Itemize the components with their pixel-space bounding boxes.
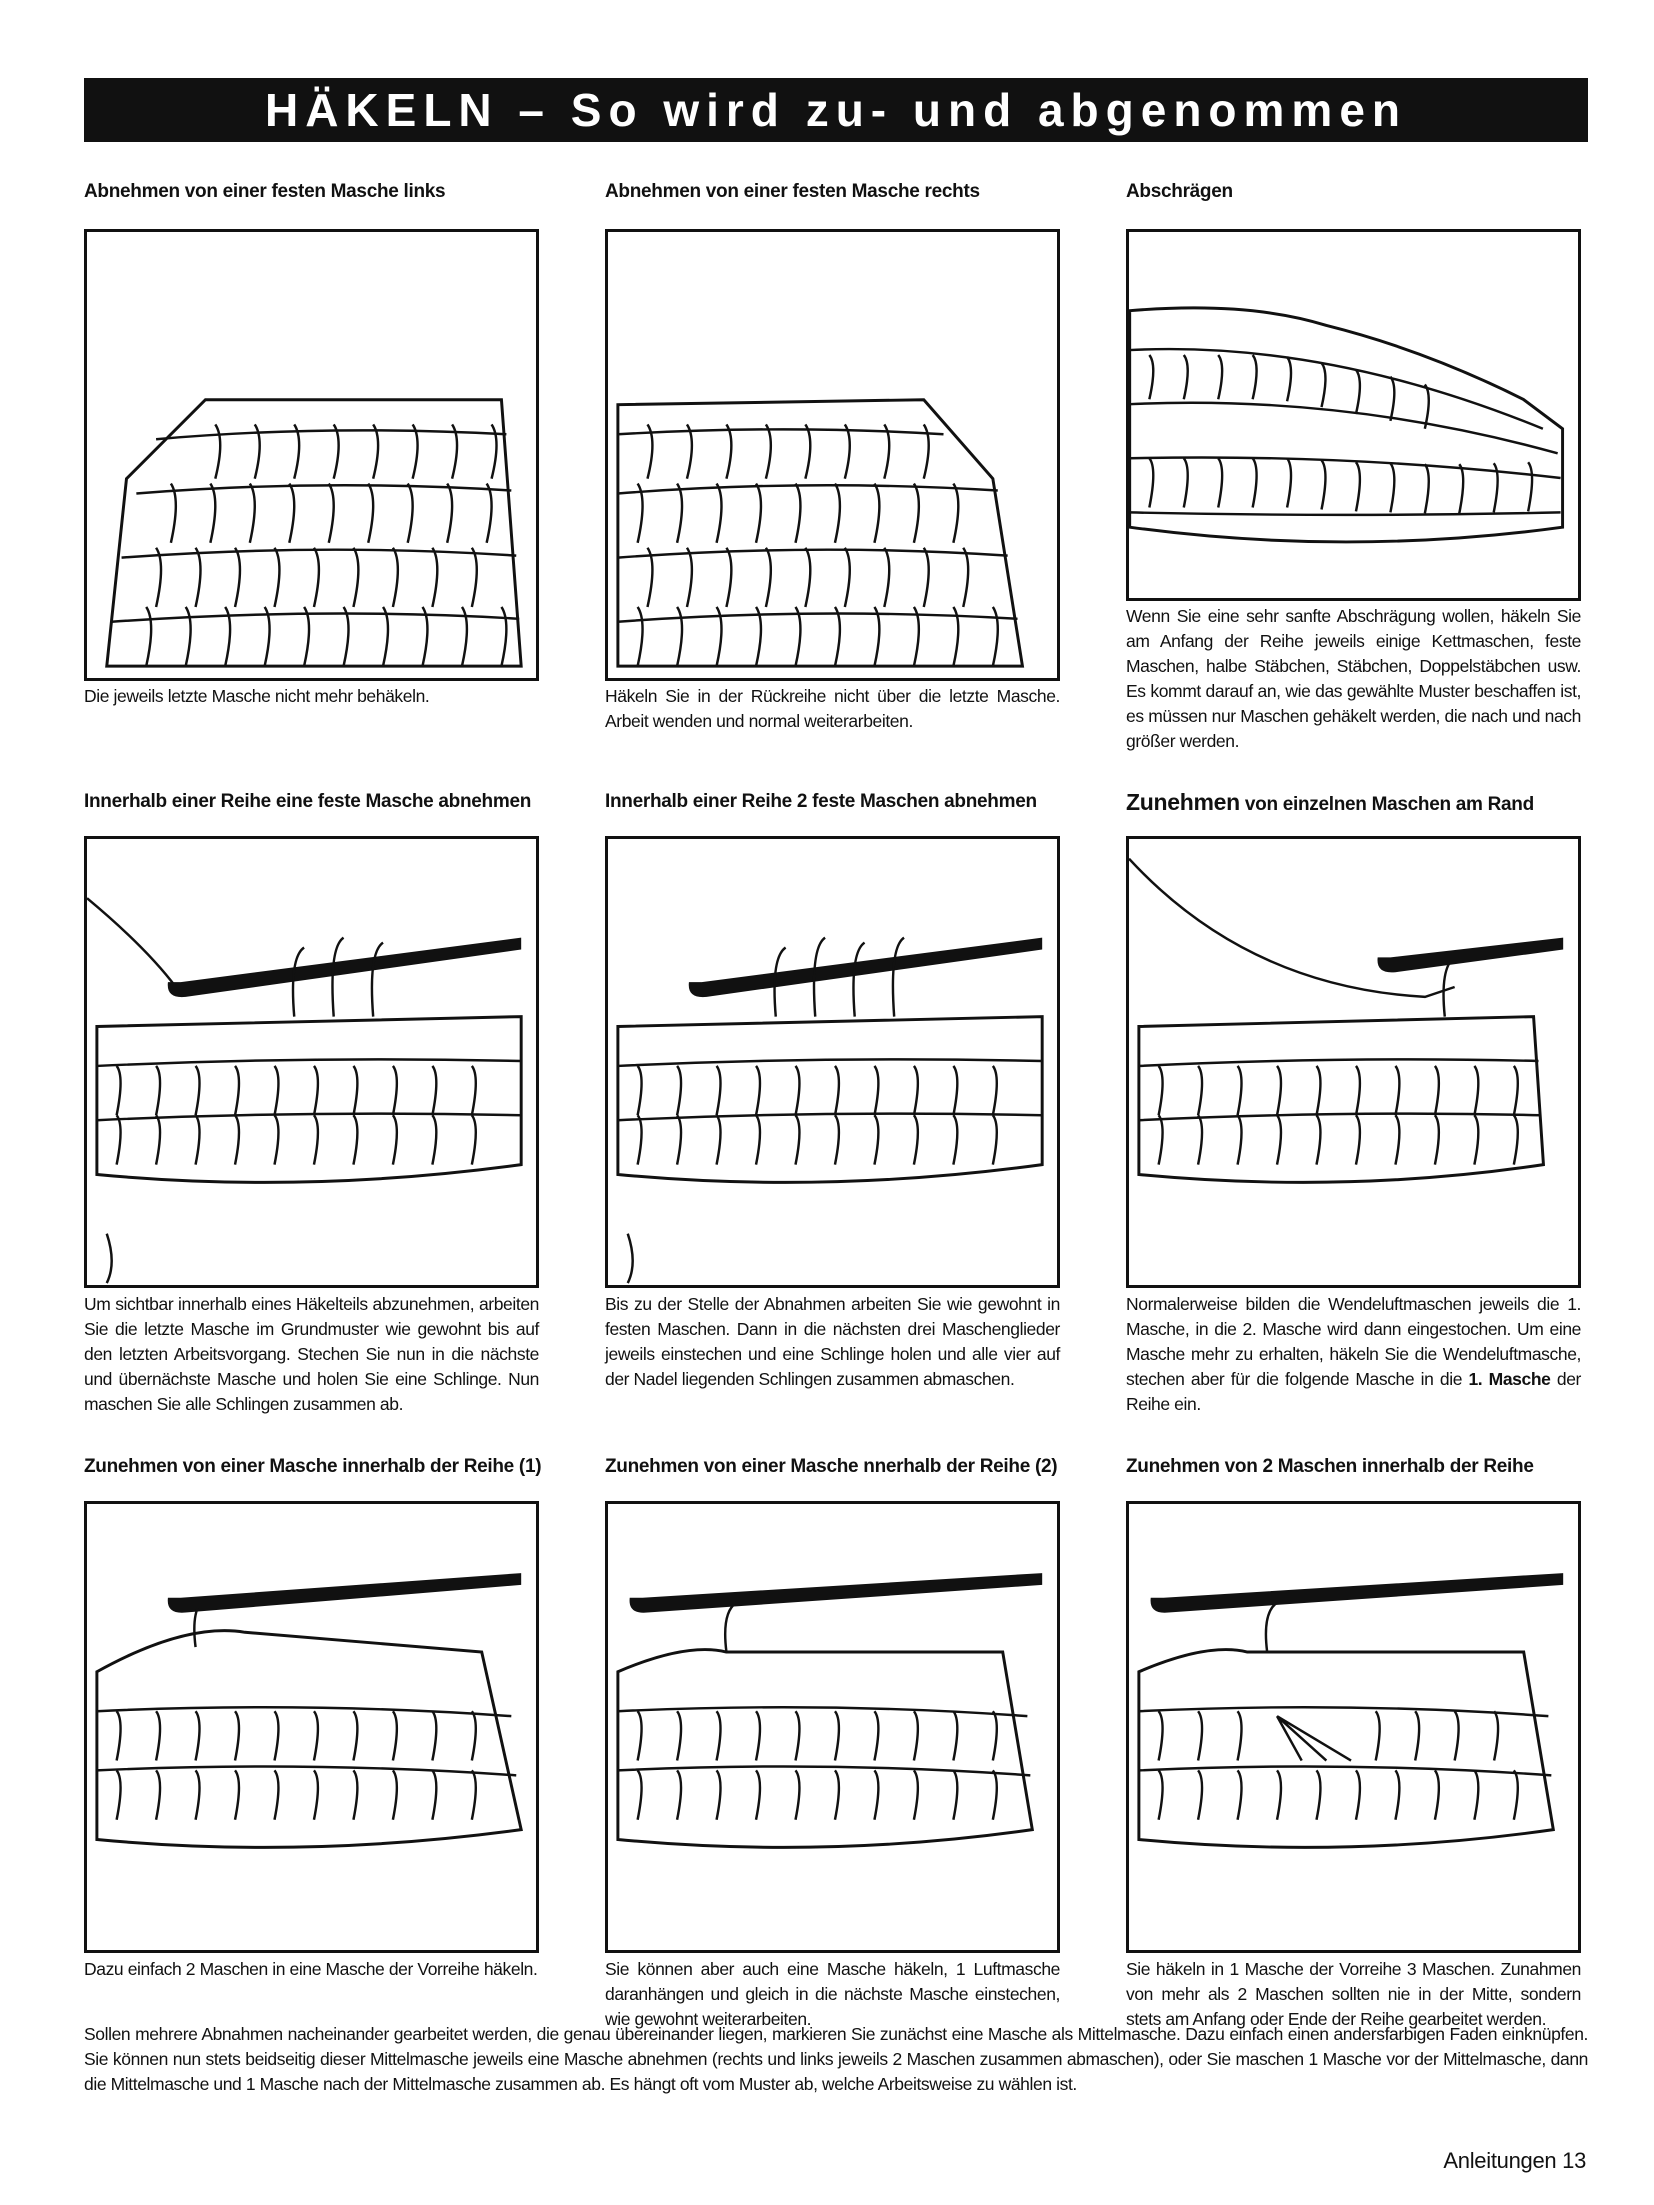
panel-heading: Innerhalb einer Reihe 2 feste Maschen abnehmen bbox=[605, 791, 1037, 812]
caption-emphasis: 1. Masche bbox=[1468, 1369, 1551, 1389]
panel-caption bbox=[1126, 1292, 1581, 1417]
crochet-hook-illustration bbox=[608, 839, 1057, 1285]
panel-caption: Die jeweils letzte Masche nicht mehr behäkeln. bbox=[84, 686, 430, 706]
panel-caption: Häkeln Sie in der Rückreihe nicht über die letzte Masche. Arbeit wenden und normal weiterarbeiten. bbox=[605, 686, 1060, 731]
panel-illustration bbox=[605, 229, 1060, 681]
panel-illustration bbox=[1126, 229, 1581, 601]
panel-heading: Zunehmen von einer Masche nnerhalb der Reihe (2) bbox=[605, 1456, 1058, 1477]
panel-caption: Sie können aber auch eine Masche häkeln, 1 Luftmasche daranhängen und gleich in die nächste Masche einstechen, wie gewohnt weiterarbeiten. bbox=[605, 1959, 1060, 2029]
panel-decrease-one-in-row bbox=[84, 790, 554, 1414]
panel-increase-one-1 bbox=[84, 1455, 554, 1979]
panel-illustration bbox=[84, 1501, 539, 1953]
panel-heading-emphasis: Zunehmen bbox=[1126, 789, 1240, 815]
crochet-hook-illustration bbox=[87, 1504, 536, 1950]
crochet-fabric-illustration bbox=[87, 232, 536, 678]
caption-text: Normalerweise bilden die Wendeluftmaschen jeweils die 1. Masche, in die 2. Masche wird dann eingestochen. Um eine Masche mehr zu erhalten, häkeln Sie die Wendeluftmasche, stechen aber für die folgende Masche in die bbox=[1126, 1294, 1581, 1389]
panel-heading bbox=[1126, 790, 1596, 817]
crochet-hook-illustration bbox=[608, 1504, 1057, 1950]
crochet-fabric-illustration bbox=[608, 232, 1057, 678]
panel-decrease-right bbox=[605, 180, 1075, 731]
crochet-fabric-illustration bbox=[1129, 232, 1578, 598]
panel-caption: Wenn Sie eine sehr sanfte Abschrägung wollen, häkeln Sie am Anfang der Reihe jeweils einige Kettmaschen, feste Maschen, halbe Stäbchen, Stäbchen, Doppelstäbchen usw. Es kommt darauf an, wie das gewählte Muster beschaffen ist, es müssen nur Maschen gehäkelt werden, die nach und nach größer werden. bbox=[1126, 606, 1581, 751]
page-title: HÄKELN – So wird zu- und abgenommen bbox=[84, 78, 1588, 142]
panel-increase-edge bbox=[1126, 789, 1596, 1414]
panel-heading: Abschrägen bbox=[1126, 181, 1233, 202]
panel-illustration bbox=[1126, 836, 1581, 1288]
footer-note: Sollen mehrere Abnahmen nacheinander gearbeitet werden, die genau übereinander liegen, markieren Sie zunächst eine Masche als Mittelmasche. Dazu einfach einen andersfarbigen Faden einknüpfen. Sie können nun stets beidseitig dieser Mittelmasche jeweils eine Masche abnehmen (rechts und links jeweils 2 Maschen zusammen abmaschen), oder Sie maschen 1 Masche vor der Mittelmasche, dann die Mittelmasche und 1 Masche nach der Mittelmasche zusammen ab. Es hängt oft vom Muster ab, welche Arbeitsweise zu wählen ist. bbox=[84, 2024, 1588, 2094]
panel-heading: Innerhalb einer Reihe eine feste Masche abnehmen bbox=[84, 791, 532, 812]
panel-caption: Sie häkeln in 1 Masche der Vorreihe 3 Maschen. Zunahmen von mehr als 2 Maschen sollten nie in der Mitte, sondern stets am Anfang oder Ende der Reihe gearbeitet werden. bbox=[1126, 1959, 1581, 2029]
crochet-hook-illustration bbox=[1129, 1504, 1578, 1950]
panel-heading: Zunehmen von 2 Maschen innerhalb der Reihe bbox=[1126, 1456, 1534, 1477]
panel-decrease-two-in-row bbox=[605, 790, 1075, 1389]
panel-decrease-left bbox=[84, 180, 554, 706]
panel-illustration bbox=[605, 836, 1060, 1288]
panel-illustration bbox=[84, 836, 539, 1288]
panel-illustration bbox=[1126, 1501, 1581, 1953]
panel-heading: Abnehmen von einer festen Masche links bbox=[84, 181, 446, 202]
crochet-hook-illustration bbox=[1129, 839, 1578, 1285]
panel-illustration bbox=[605, 1501, 1060, 1953]
panel-slope bbox=[1126, 180, 1596, 751]
panel-illustration bbox=[84, 229, 539, 681]
panel-caption: Um sichtbar innerhalb eines Häkelteils abzunehmen, arbeiten Sie die letzte Masche im Grundmuster wie gewohnt bis auf den letzten Arbeitsvorgang. Stechen Sie nun in die nächste und übernächste Masche und holen Sie eine Schlinge. Nun maschen Sie alle Schlingen zusammen ab. bbox=[84, 1294, 539, 1414]
page-number: Anleitungen 13 bbox=[1443, 2148, 1586, 2173]
crochet-hook-illustration bbox=[87, 839, 536, 1285]
panel-heading-rest: von einzelnen Maschen am Rand bbox=[1239, 794, 1534, 815]
panel-increase-one-2 bbox=[605, 1455, 1075, 2029]
panel-heading: Zunehmen von einer Masche innerhalb der Reihe (1) bbox=[84, 1456, 542, 1477]
panel-heading: Abnehmen von einer festen Masche rechts bbox=[605, 181, 980, 202]
panel-caption: Bis zu der Stelle der Abnahmen arbeiten Sie wie gewohnt in festen Maschen. Dann in die nächsten drei Maschenglieder jeweils einstechen und eine Schlinge holen und alle vier auf der Nadel liegenden Schlingen zusammen abmaschen. bbox=[605, 1294, 1060, 1389]
panel-caption: Dazu einfach 2 Maschen in eine Masche der Vorreihe häkeln. bbox=[84, 1959, 538, 1979]
panel-increase-two bbox=[1126, 1455, 1596, 2029]
caption-text-end: der Reihe ein. bbox=[1126, 1369, 1581, 1414]
